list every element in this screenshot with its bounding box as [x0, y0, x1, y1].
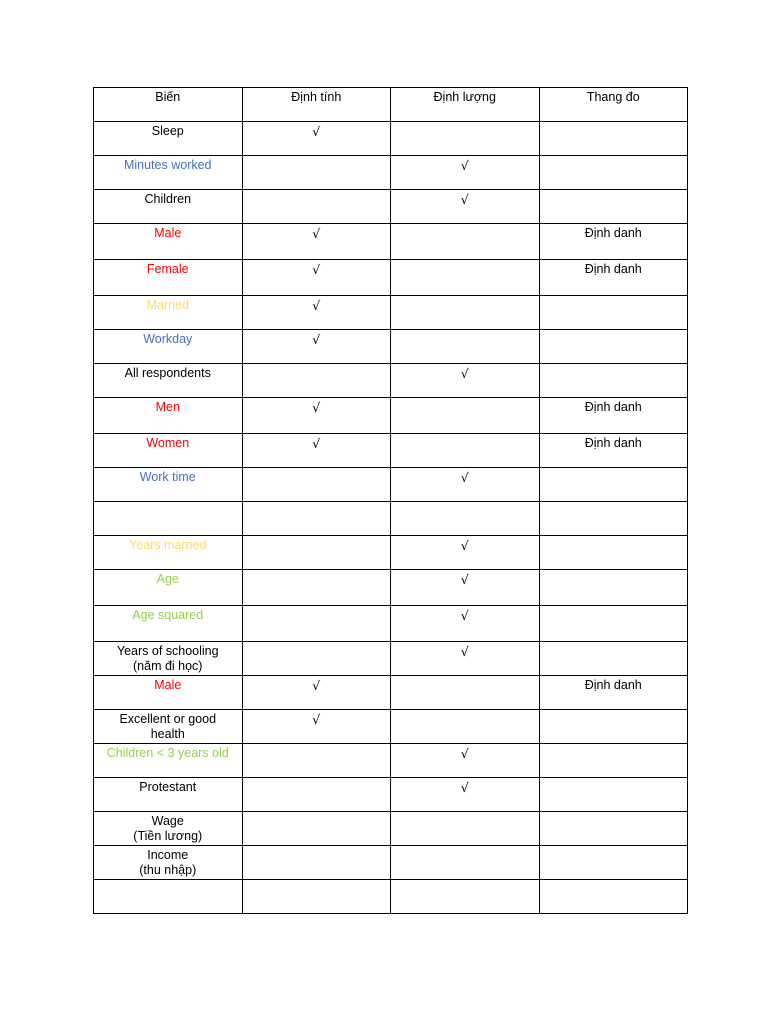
table-row [94, 260, 688, 296]
scale-cell: Định danh [539, 224, 688, 260]
variable-name: Work time [139, 470, 196, 484]
variable-name-cell [94, 364, 243, 398]
table-row [94, 156, 688, 190]
table-row [94, 570, 688, 606]
quantitative-cell [391, 398, 540, 434]
quantitative-cell: √ [391, 364, 540, 398]
variable-name: Income [147, 848, 189, 862]
scale-cell [539, 296, 688, 330]
scale-cell [539, 536, 688, 570]
variable-name: Children [144, 192, 192, 206]
table-row [94, 536, 688, 570]
qualitative-cell [242, 642, 391, 676]
variable-name: Protestant [139, 780, 197, 794]
qualitative-cell [242, 778, 391, 812]
quantitative-cell: √ [391, 190, 540, 224]
quantitative-cell [391, 812, 540, 846]
scale-cell [539, 122, 688, 156]
scale-cell: Định danh [539, 676, 688, 710]
table-row [94, 606, 688, 642]
variable-name-cell [94, 710, 243, 744]
table-row [94, 364, 688, 398]
quantitative-cell [391, 710, 540, 744]
variable-name-cell [94, 570, 243, 606]
variable-name: Men [155, 400, 180, 414]
quantitative-cell [391, 502, 540, 536]
qualitative-cell: √ [242, 260, 391, 296]
table-row [94, 710, 688, 744]
qualitative-cell [242, 606, 391, 642]
variable-name-cell [94, 606, 243, 642]
variable-name-cell [94, 676, 243, 710]
qualitative-cell: √ [242, 676, 391, 710]
table-row [94, 880, 688, 914]
variable-name: Excellent or good [119, 712, 217, 726]
variable-name-cell [94, 502, 243, 536]
table-body [94, 122, 688, 914]
variable-name: Years of schooling [116, 644, 219, 658]
variable-name: Age [156, 572, 179, 586]
header-quantitative: Định lượng [391, 88, 540, 122]
table-row [94, 676, 688, 710]
table-row [94, 502, 688, 536]
table-header-row [94, 88, 688, 122]
qualitative-cell [242, 880, 391, 914]
qualitative-cell [242, 812, 391, 846]
variable-name-note: health [150, 727, 185, 741]
qualitative-cell [242, 468, 391, 502]
quantitative-cell: √ [391, 570, 540, 606]
scale-cell: Định danh [539, 260, 688, 296]
variable-name-cell [94, 224, 243, 260]
scale-cell: Định danh [539, 434, 688, 468]
quantitative-cell [391, 296, 540, 330]
variable-name: Married [146, 298, 189, 312]
scale-cell [539, 570, 688, 606]
quantitative-cell [391, 260, 540, 296]
scale-cell [539, 642, 688, 676]
table-row [94, 468, 688, 502]
scale-cell [539, 364, 688, 398]
scale-cell [539, 778, 688, 812]
qualitative-cell [242, 570, 391, 606]
scale-cell [539, 710, 688, 744]
qualitative-cell [242, 536, 391, 570]
quantitative-cell: √ [391, 744, 540, 778]
qualitative-cell [242, 156, 391, 190]
qualitative-cell: √ [242, 434, 391, 468]
quantitative-cell: √ [391, 606, 540, 642]
variable-name-cell [94, 156, 243, 190]
variable-name: Age squared [132, 608, 204, 622]
qualitative-cell: √ [242, 224, 391, 260]
scale-cell [539, 606, 688, 642]
table-row [94, 122, 688, 156]
scale-cell [539, 190, 688, 224]
variable-name: All respondents [124, 366, 211, 380]
scale-cell [539, 502, 688, 536]
scale-cell: Định danh [539, 398, 688, 434]
variable-name: Sleep [151, 124, 184, 138]
quantitative-cell: √ [391, 536, 540, 570]
table-row [94, 812, 688, 846]
table-row [94, 642, 688, 676]
scale-cell [539, 156, 688, 190]
variable-name-note: (thu nhập) [139, 863, 197, 877]
table-row [94, 846, 688, 880]
variable-name-cell [94, 778, 243, 812]
variable-name: Female [146, 262, 189, 276]
table-row [94, 778, 688, 812]
table-row [94, 398, 688, 434]
variable-name: Children < 3 years old [106, 746, 229, 760]
variable-name-cell [94, 190, 243, 224]
quantitative-cell: √ [391, 156, 540, 190]
variable-name-cell [94, 330, 243, 364]
quantitative-cell [391, 224, 540, 260]
quantitative-cell: √ [391, 642, 540, 676]
qualitative-cell: √ [242, 122, 391, 156]
quantitative-cell [391, 676, 540, 710]
quantitative-cell [391, 122, 540, 156]
variable-name-note: (năm đi học) [133, 659, 203, 673]
header-variable: Biến [94, 88, 243, 122]
qualitative-cell: √ [242, 330, 391, 364]
quantitative-cell [391, 880, 540, 914]
quantitative-cell [391, 846, 540, 880]
variable-name-cell [94, 398, 243, 434]
scale-cell [539, 744, 688, 778]
header-qualitative: Định tính [242, 88, 391, 122]
table-row [94, 330, 688, 364]
table-row [94, 296, 688, 330]
variable-name-cell [94, 846, 243, 880]
scale-cell [539, 812, 688, 846]
variable-name: Male [154, 678, 182, 692]
scale-cell [539, 846, 688, 880]
quantitative-cell [391, 330, 540, 364]
scale-cell [539, 330, 688, 364]
variable-name-cell [94, 122, 243, 156]
qualitative-cell: √ [242, 296, 391, 330]
table-row [94, 224, 688, 260]
quantitative-cell [391, 434, 540, 468]
qualitative-cell [242, 364, 391, 398]
quantitative-cell: √ [391, 468, 540, 502]
table-row [94, 434, 688, 468]
qualitative-cell [242, 846, 391, 880]
variable-name-cell [94, 536, 243, 570]
variable-name-cell [94, 296, 243, 330]
qualitative-cell: √ [242, 710, 391, 744]
table-row [94, 744, 688, 778]
variable-name-cell [94, 260, 243, 296]
variables-table [93, 87, 688, 914]
variable-name-cell [94, 744, 243, 778]
qualitative-cell [242, 744, 391, 778]
variable-name: Workday [143, 332, 193, 346]
scale-cell [539, 468, 688, 502]
variable-name: Male [154, 226, 182, 240]
header-scale: Thang đo [539, 88, 688, 122]
scale-cell [539, 880, 688, 914]
qualitative-cell: √ [242, 398, 391, 434]
variable-name: Women [146, 436, 190, 450]
variable-name-cell [94, 880, 243, 914]
variable-name-cell [94, 434, 243, 468]
variable-name-cell [94, 468, 243, 502]
qualitative-cell [242, 502, 391, 536]
qualitative-cell [242, 190, 391, 224]
variable-name-note: (Tiền lương) [133, 829, 203, 843]
variable-name-cell [94, 642, 243, 676]
variable-name: Wage [151, 814, 184, 828]
variable-name-cell [94, 812, 243, 846]
variable-name: Minutes worked [123, 158, 212, 172]
variable-name: Years married [129, 538, 207, 552]
quantitative-cell: √ [391, 778, 540, 812]
table-row [94, 190, 688, 224]
